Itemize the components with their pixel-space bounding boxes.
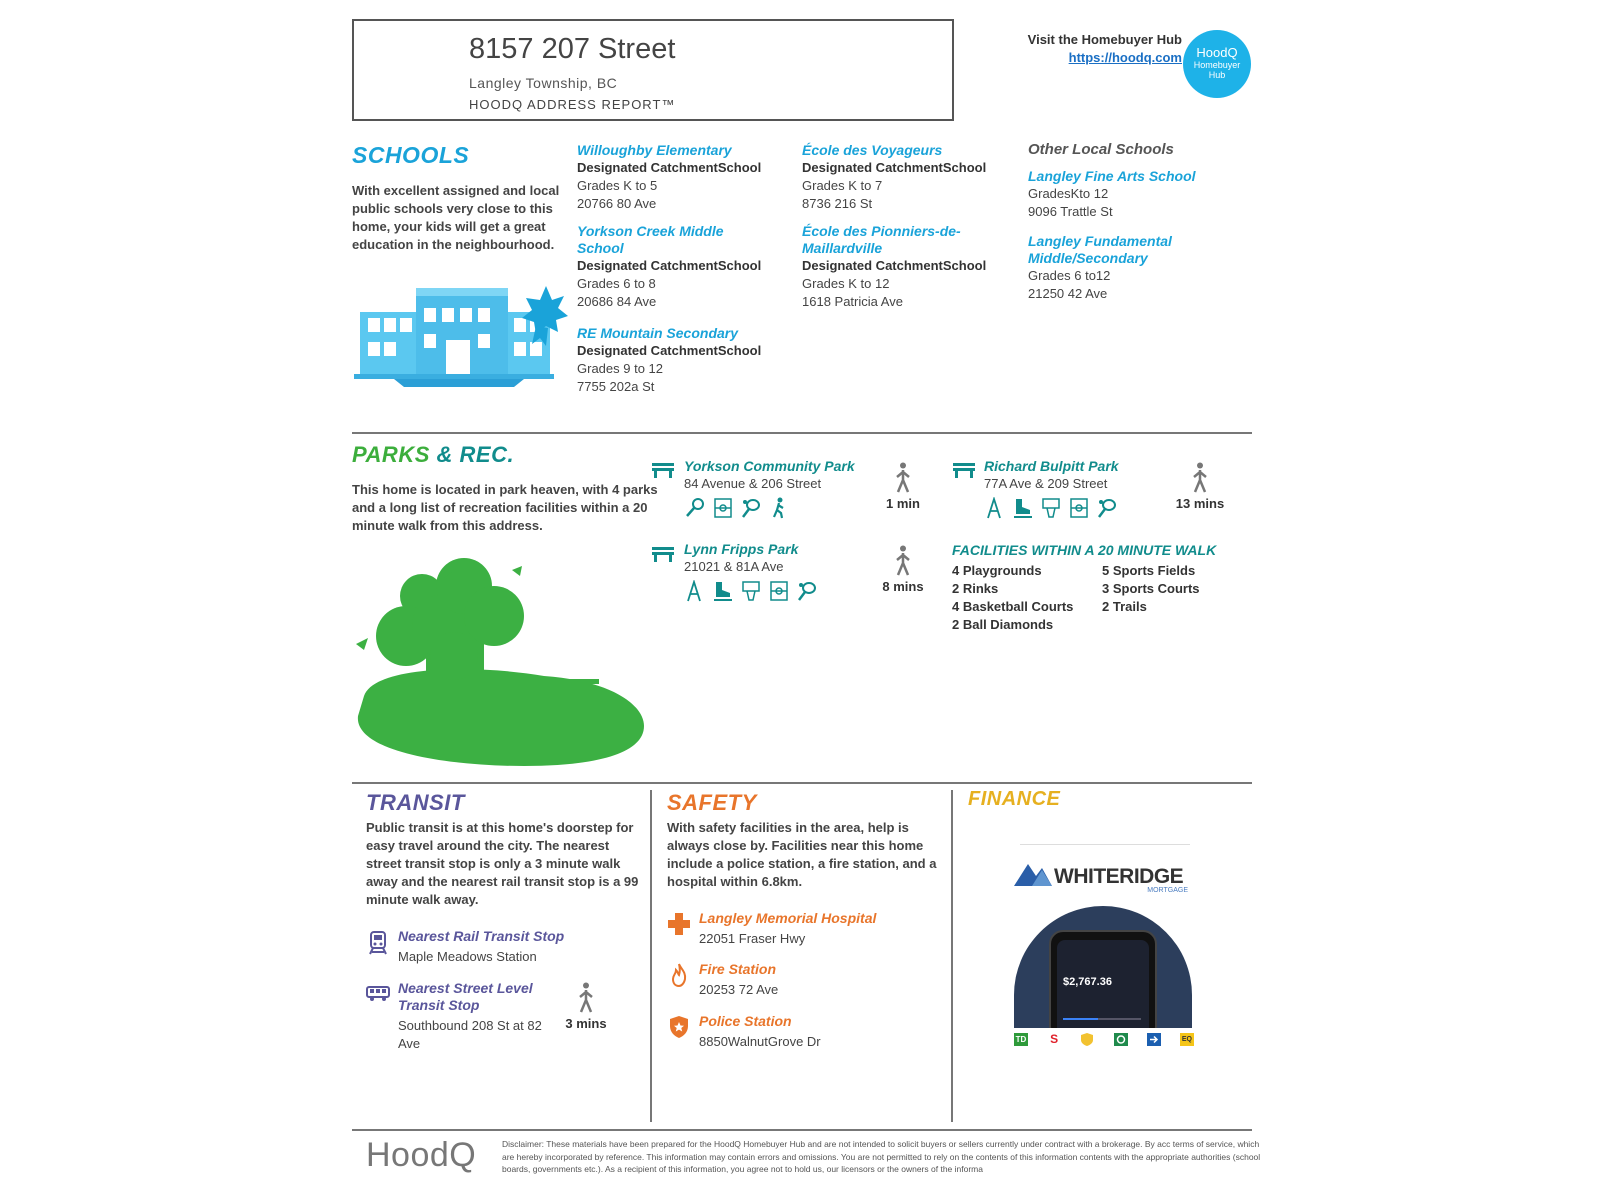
school-grades: Grades K to 5 <box>577 178 658 193</box>
facility-item: 4 Basketball Courts <box>952 599 1074 614</box>
runner-icon <box>768 497 790 519</box>
bench-icon <box>952 461 976 479</box>
walking-person-icon <box>1190 462 1210 494</box>
tennis-ball-icon <box>796 580 818 602</box>
school-name: Langley Fine Arts School <box>1028 168 1196 184</box>
school-item[interactable] <box>802 223 1012 311</box>
school-type: Designated CatchmentSchool <box>577 343 762 358</box>
school-grades: Grades 6 to12 <box>1028 268 1111 283</box>
walking-person-icon <box>893 545 913 577</box>
facility-item: 4 Playgrounds <box>952 563 1042 578</box>
phone-slider-fill <box>1063 1018 1098 1020</box>
hub-text: Visit the Homebuyer Hub <box>1027 32 1182 47</box>
phone-slider <box>1063 1018 1141 1020</box>
park-address: 77A Ave & 209 Street <box>984 476 1108 491</box>
basketball-icon <box>740 580 762 602</box>
finance-title: FINANCE <box>968 788 1061 810</box>
street-walk <box>561 982 611 1031</box>
park-tree-icon <box>354 556 654 776</box>
skate-icon <box>1012 497 1034 519</box>
divider-transit-safety <box>650 790 652 1122</box>
schools-description: With excellent assigned and local public schools very close to this home, your kids will get a great education in the neighbourhood. <box>352 183 560 252</box>
phone-amount: $2,767.36 <box>1063 976 1112 988</box>
park-item[interactable] <box>984 458 1174 519</box>
shield-bank-logo <box>1080 1033 1094 1046</box>
green-bank-logo <box>1114 1033 1128 1046</box>
hospital-cross-icon <box>667 912 691 936</box>
rail-stop-name: Maple Meadows Station <box>398 949 537 964</box>
park-item[interactable] <box>684 541 874 602</box>
school-item[interactable] <box>1028 233 1248 303</box>
transit-title: TRANSIT <box>366 790 465 815</box>
bench-icon <box>651 461 675 479</box>
park-name: Yorkson Community Park <box>684 458 855 474</box>
school-grades: Grades 9 to 12 <box>577 361 663 376</box>
safety-address: 20253 72 Ave <box>699 982 779 997</box>
park-walk <box>1170 462 1230 511</box>
phone-mockup <box>1049 930 1157 1028</box>
school-grades: GradesKto 12 <box>1028 186 1109 201</box>
rail-stop[interactable] <box>398 928 638 966</box>
phone-banner <box>1014 906 1192 1028</box>
park-walk-time: 1 min <box>886 496 920 511</box>
footer-logo[interactable]: HoodQ <box>366 1136 477 1174</box>
street-walk-time: 3 mins <box>565 1016 607 1031</box>
school-address: 8736 216 St <box>802 196 873 211</box>
park-name: Lynn Fripps Park <box>684 541 799 557</box>
park-name: Richard Bulpitt Park <box>984 458 1119 474</box>
parks-title <box>352 442 514 468</box>
facilities-col2 <box>1102 562 1252 616</box>
street-stop-title: Nearest Street Level Transit Stop <box>398 980 533 1013</box>
tennis-icon <box>684 497 706 519</box>
facility-item: 2 Ball Diamonds <box>952 617 1054 632</box>
school-item[interactable] <box>1028 168 1248 221</box>
phone-screen <box>1057 940 1149 1028</box>
playground-icon <box>984 497 1006 519</box>
divider-parks <box>352 782 1252 784</box>
sports-field-icon <box>1068 497 1090 519</box>
school-grades: Grades K to 12 <box>802 276 890 291</box>
rail-stop-title: Nearest Rail Transit Stop <box>398 928 565 944</box>
school-item[interactable] <box>577 325 787 396</box>
safety-item[interactable] <box>699 1013 939 1051</box>
school-col1 <box>577 142 787 396</box>
bank-logos <box>1014 1033 1194 1046</box>
school-grades: Grades 6 to 8 <box>577 276 656 291</box>
facility-item: 2 Rinks <box>952 581 999 596</box>
school-item[interactable] <box>577 223 787 311</box>
school-type: Designated CatchmentSchool <box>577 258 762 273</box>
park-item[interactable] <box>684 458 874 519</box>
tennis-ball-icon <box>740 497 762 519</box>
footer-disclaimer: Disclaimer: These materials have been prepared for the HoodQ Homebuyer Hub and are not intended to solicit buyers or sellers currently under contract with a brokerage. By acc terms of service, which are hereby incorporated by reference. This information may contain errors and omissions. You are not permitted to rely on the contents of this information contents with the appropriate authorities (school boards, governments etc.). As a recipient of this information, you agree not to hold us, our licensors or the owners of the informa <box>502 1139 1261 1174</box>
school-grades: Grades K to 7 <box>802 178 883 193</box>
transit-description: Public transit is at this home's doorstep for easy travel around the city. The nearest street transit stop is only a 3 minute walk away and the nearest rail transit stop is a 99 minute walk away. <box>366 820 639 907</box>
safety-address: 8850WalnutGrove Dr <box>699 1034 821 1049</box>
park-walk-time: 8 mins <box>882 579 924 594</box>
school-name: Willoughby Elementary <box>577 142 732 158</box>
school-col2 <box>802 142 1012 311</box>
safety-item[interactable] <box>699 961 939 999</box>
scotiabank-logo: S <box>1050 1032 1059 1046</box>
safety-address: 22051 Fraser Hwy <box>699 931 806 946</box>
report-label: HOODQ ADDRESS REPORT™ <box>469 97 676 112</box>
school-address: 9096 Trattle St <box>1028 204 1113 219</box>
sports-field-icon <box>712 497 734 519</box>
school-item[interactable] <box>802 142 1012 213</box>
safety-name: Langley Memorial Hospital <box>699 910 877 926</box>
schools-title: SCHOOLS <box>352 142 470 168</box>
facilities-title: FACILITIES WITHIN A 20 MINUTE WALK <box>952 542 1217 558</box>
police-badge-icon <box>669 1015 689 1039</box>
whiteridge-logo[interactable] <box>1014 862 1194 896</box>
safety-item[interactable] <box>699 910 939 948</box>
school-name: Langley Fundamental Middle/Secondary <box>1028 233 1172 266</box>
school-type: Designated CatchmentSchool <box>577 160 762 175</box>
blue-bank-logo <box>1147 1033 1161 1046</box>
school-building-icon <box>354 282 569 390</box>
park-walk <box>878 462 928 511</box>
facility-item: 2 Trails <box>1102 599 1147 614</box>
walking-person-icon <box>576 982 596 1014</box>
safety-title: SAFETY <box>667 790 757 815</box>
other-schools-title: Other Local Schools <box>1028 141 1174 158</box>
divider-footer <box>352 1129 1252 1131</box>
school-item[interactable] <box>577 142 787 213</box>
address-title: 8157 207 Street <box>469 33 676 65</box>
facility-item: 3 Sports Courts <box>1102 581 1200 596</box>
school-type: Designated CatchmentSchool <box>802 258 987 273</box>
brand-name: WHITERIDGE <box>1054 865 1184 888</box>
school-name: École des Voyageurs <box>802 142 943 158</box>
tennis-ball-icon <box>1096 497 1118 519</box>
bench-icon <box>651 545 675 563</box>
skate-icon <box>712 580 734 602</box>
basketball-icon <box>1040 497 1062 519</box>
td-bank-logo: TD <box>1015 1035 1027 1044</box>
facility-item: 5 Sports Fields <box>1102 563 1196 578</box>
hub-link[interactable]: https://hoodq.com <box>1068 50 1182 65</box>
street-stop[interactable] <box>398 980 558 1053</box>
school-address: 21250 42 Ave <box>1028 286 1108 301</box>
parks-title-b: & REC. <box>436 442 515 467</box>
park-amenities <box>684 497 874 519</box>
finance-top-line <box>1020 844 1190 845</box>
eq-bank-logo: EQ <box>1180 1033 1194 1046</box>
header-box <box>352 19 954 121</box>
school-name: École des Pionniers-de-Maillardville <box>802 223 961 256</box>
street-stop-name: Southbound 208 St at 82 Ave <box>398 1018 542 1051</box>
playground-icon <box>684 580 706 602</box>
parks-title-a: PARKS <box>352 442 430 467</box>
facilities-col1 <box>952 562 1102 634</box>
hub-badge-line3: Hub <box>1208 70 1226 80</box>
address-city: Langley Township, BC <box>469 75 618 91</box>
hub-badge-line2: Homebuyer <box>1193 60 1241 70</box>
school-name: RE Mountain Secondary <box>577 325 739 341</box>
hub-badge-line1: HoodQ <box>1196 45 1238 60</box>
school-address: 7755 202a St <box>577 379 655 394</box>
other-schools <box>1028 141 1248 303</box>
school-name: Yorkson Creek Middle School <box>577 223 724 256</box>
walking-person-icon <box>893 462 913 494</box>
hub-badge[interactable] <box>1183 30 1251 98</box>
safety-name: Fire Station <box>699 961 777 977</box>
school-address: 20686 84 Ave <box>577 294 657 309</box>
fire-icon <box>671 963 687 987</box>
park-walk-time: 13 mins <box>1175 496 1225 511</box>
park-address: 84 Avenue & 206 Street <box>684 476 822 491</box>
park-amenities <box>984 497 1174 519</box>
train-icon <box>368 930 388 956</box>
mountain-icon <box>1014 862 1052 888</box>
brand-sub: MORTGAGE <box>1147 887 1188 894</box>
park-address: 21021 & 81A Ave <box>684 559 784 574</box>
safety-description: With safety facilities in the area, help is always close by. Facilities near this home include a police station, a fire station, and a hospital within 6.8km. <box>667 820 937 889</box>
divider-schools <box>352 432 1252 434</box>
safety-name: Police Station <box>699 1013 792 1029</box>
school-address: 20766 80 Ave <box>577 196 657 211</box>
sports-field-icon <box>768 580 790 602</box>
school-address: 1618 Patricia Ave <box>802 294 903 309</box>
park-walk <box>873 545 933 594</box>
park-amenities <box>684 580 874 602</box>
divider-safety-finance <box>951 790 953 1122</box>
parks-description: This home is located in park heaven, with 4 parks and a long list of recreation facilities within a 20 minute walk from this address. <box>352 482 658 533</box>
bus-icon <box>366 985 390 1001</box>
school-type: Designated CatchmentSchool <box>802 160 987 175</box>
